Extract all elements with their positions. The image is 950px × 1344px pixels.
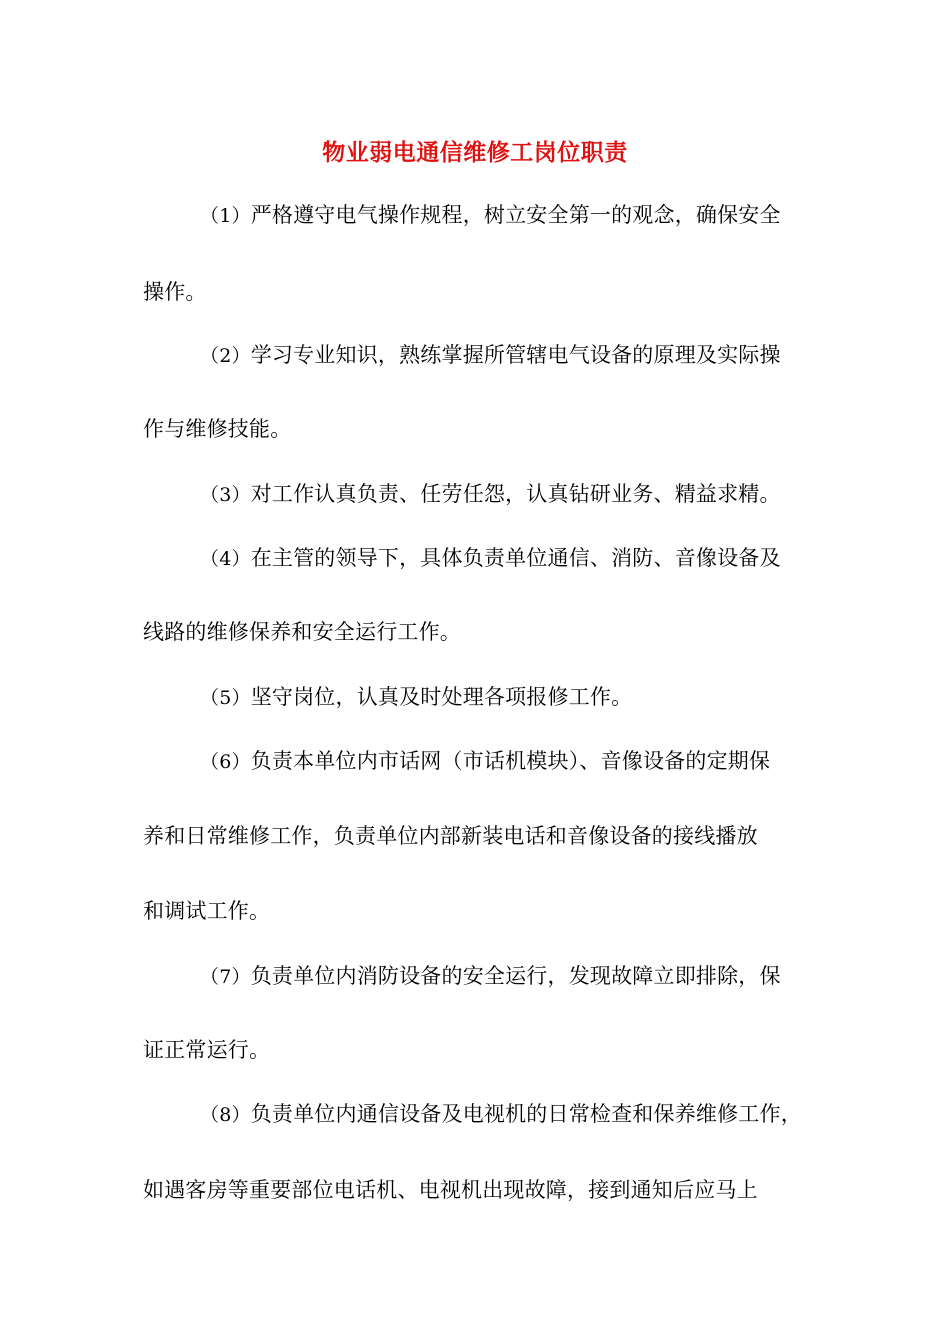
item-text: 负责本单位内市话网（市话机模块）、音像设备的定期保 — [250, 749, 771, 773]
item-text: 学习专业知识，熟练掌握所管辖电气设备的原理及实际操 — [250, 343, 781, 367]
list-item — [200, 339, 880, 372]
list-item — [200, 681, 880, 714]
item-text: 对工作认真负责、任劳任怨，认真钻研业务、精益求精。 — [250, 482, 781, 506]
item-number: （1） — [200, 205, 251, 227]
item-continuation: 养和日常维修工作，负责单位内部新装电话和音像设备的接线播放 — [143, 824, 758, 848]
item-continuation: 操作。 — [143, 280, 207, 304]
page-title: 物业弱电通信维修工岗位职责 — [322, 140, 628, 166]
item-text: 在主管的领导下，具体负责单位通信、消防、音像设备及 — [250, 546, 781, 570]
item-number: （7） — [200, 966, 251, 988]
list-item — [200, 478, 880, 511]
item-text: 坚守岗位，认真及时处理各项报修工作。 — [250, 685, 633, 709]
item-continuation: 如遇客房等重要部位电话机、电视机出现故障，接到通知后应马上 — [143, 1178, 758, 1202]
item-number: （2） — [200, 345, 251, 367]
list-item — [200, 1098, 880, 1131]
item-number: （4） — [200, 548, 251, 570]
item-continuation: 线路的维修保养和安全运行工作。 — [143, 620, 461, 644]
item-text: 负责单位内通信设备及电视机的日常检查和保养维修工作， — [250, 1102, 802, 1126]
item-continuation: 作与维修技能。 — [143, 417, 292, 441]
item-number: （8） — [200, 1104, 251, 1126]
list-item — [200, 199, 880, 232]
item-number: （3） — [200, 484, 251, 506]
item-continuation: 证正常运行。 — [143, 1038, 271, 1062]
list-item — [200, 542, 880, 575]
list-item — [200, 745, 880, 778]
item-number: （6） — [200, 751, 251, 773]
item-text: 严格遵守电气操作规程，树立安全第一的观念，确保安全 — [250, 203, 781, 227]
item-text: 负责单位内消防设备的安全运行，发现故障立即排除，保 — [250, 964, 781, 988]
list-item — [200, 960, 880, 993]
item-continuation: 和调试工作。 — [143, 899, 271, 923]
item-number: （5） — [200, 687, 251, 709]
